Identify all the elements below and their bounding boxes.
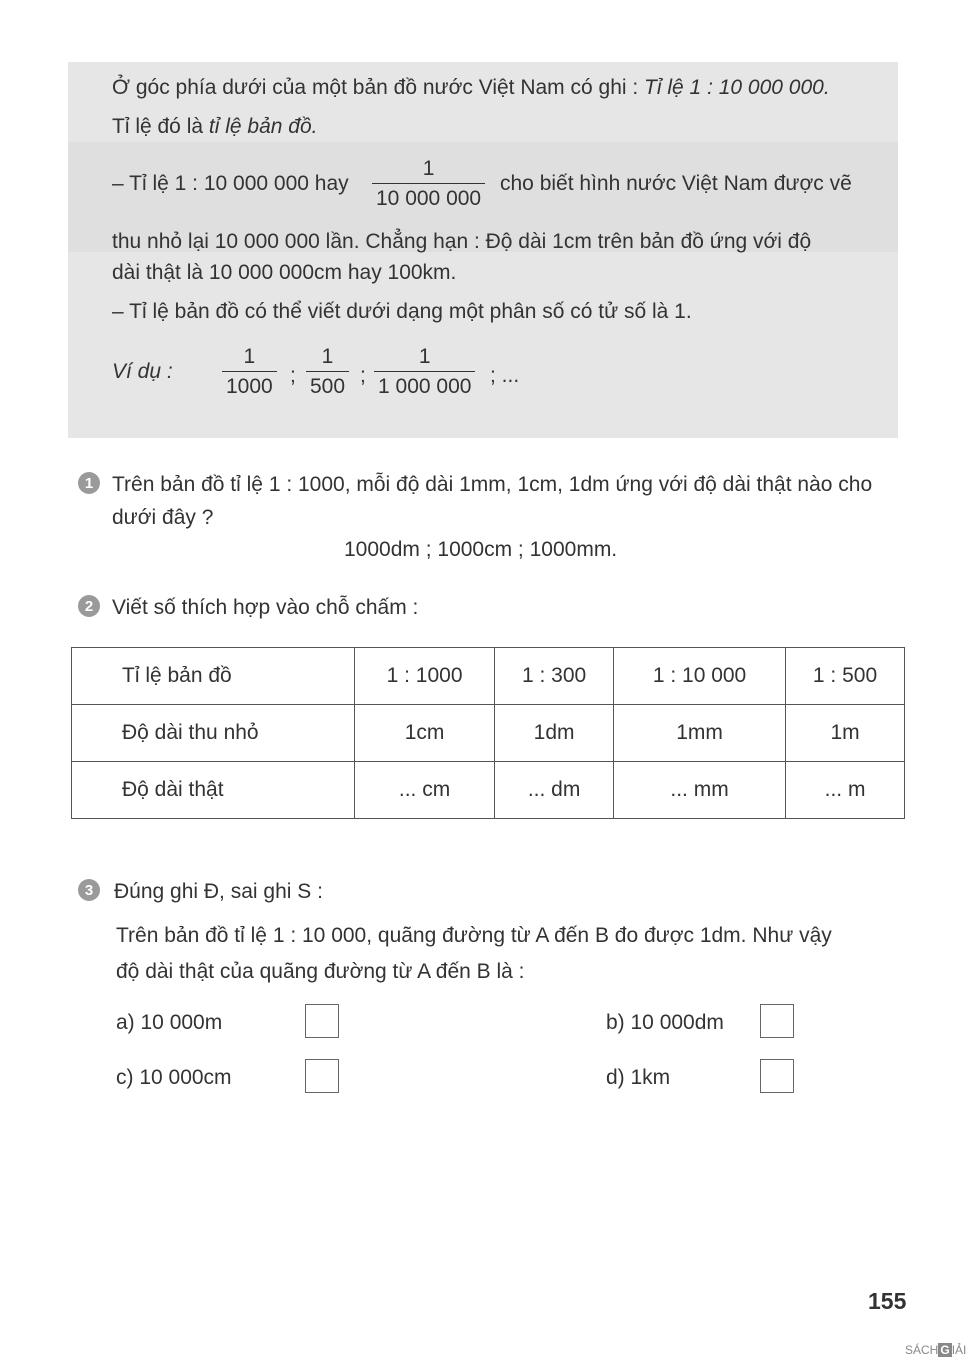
- option-a-checkbox[interactable]: [305, 1004, 339, 1038]
- table-cell: 1mm: [614, 705, 786, 762]
- watermark-logo: SÁCH G IẢI: [905, 1343, 967, 1357]
- page-number: 155: [868, 1288, 907, 1314]
- option-b-checkbox[interactable]: [760, 1004, 794, 1038]
- exercise-2-badge: 2: [78, 595, 100, 617]
- exercise-3-line-2: độ dài thật của quãng đường từ A đến B là :: [116, 960, 525, 983]
- example-separator-1: ;: [290, 364, 296, 387]
- answer-cell[interactable]: ... cm: [355, 762, 495, 819]
- example-fraction-1: $\frac{1}{1000}$: [222, 346, 277, 397]
- exercise-1-badge: 1: [78, 472, 100, 494]
- example-fraction-3: $\frac{1}{1 000 000}$: [374, 346, 475, 397]
- option-b-label: b) 10 000dm: [606, 1011, 724, 1034]
- option-d-label: d) 1km: [606, 1066, 671, 1089]
- scale-table: [71, 647, 905, 819]
- table-cell: 1m: [786, 705, 905, 762]
- example-separator-2: ;: [360, 364, 366, 387]
- table-cell: 1 : 300: [495, 648, 614, 705]
- exercise-2-prompt: Viết số thích hợp vào chỗ chấm :: [112, 596, 419, 619]
- option-c-label: c) 10 000cm: [116, 1066, 232, 1089]
- intro-line-3-after: cho biết hình nước Việt Nam được vẽ: [500, 172, 852, 195]
- intro-line-2: Tỉ lệ đó là tỉ lệ bản đồ.: [112, 115, 318, 138]
- exercise-1-line-1: Trên bản đồ tỉ lệ 1 : 1000, mỗi độ dài 1mm, 1cm, 1dm ứng với độ dài thật nào cho: [112, 473, 873, 496]
- intro-line-1: Ở góc phía dưới của một bản đồ nước Việt Nam có ghi : Tỉ lệ 1 : 10 000 000.: [112, 76, 830, 99]
- exercise-3-badge: 3: [78, 879, 100, 901]
- exercise-1-choices: 1000dm ; 1000cm ; 1000mm.: [344, 538, 618, 561]
- exercise-3-prompt: Đúng ghi Đ, sai ghi S :: [114, 880, 323, 903]
- exercise-3-line-1: Trên bản đồ tỉ lệ 1 : 10 000, quãng đường từ A đến B đo được 1dm. Như vậy: [116, 924, 832, 947]
- table-row: [72, 762, 905, 819]
- example-fraction-2: $\frac{1}{500}$: [306, 346, 349, 397]
- option-c-checkbox[interactable]: [305, 1059, 339, 1093]
- example-tail: ; ...: [490, 364, 520, 387]
- row-header: Độ dài thật: [72, 762, 355, 819]
- intro-line-6: – Tỉ lệ bản đồ có thể viết dưới dạng một phân số có tử số là 1.: [112, 300, 692, 323]
- option-a-label: a) 10 000m: [116, 1011, 223, 1034]
- answer-cell[interactable]: ... mm: [614, 762, 786, 819]
- intro-line-3-before: – Tỉ lệ 1 : 10 000 000 hay: [112, 172, 349, 195]
- row-header: Độ dài thu nhỏ: [72, 705, 355, 762]
- table-cell: 1 : 10 000: [614, 648, 786, 705]
- answer-cell[interactable]: ... m: [786, 762, 905, 819]
- intro-fraction: $\frac{1}{10 000 000}$: [372, 158, 485, 209]
- row-header: Tỉ lệ bản đồ: [72, 648, 355, 705]
- table-cell: 1 : 1000: [355, 648, 495, 705]
- intro-line-4: thu nhỏ lại 10 000 000 lần. Chẳng hạn : Độ dài 1cm trên bản đồ ứng với độ: [112, 230, 812, 253]
- table-cell: 1 : 500: [786, 648, 905, 705]
- table-row: [72, 705, 905, 762]
- table-cell: 1cm: [355, 705, 495, 762]
- example-label: Ví dụ :: [112, 360, 173, 383]
- intro-line-5: dài thật là 10 000 000cm hay 100km.: [112, 261, 457, 284]
- answer-cell[interactable]: ... dm: [495, 762, 614, 819]
- table-row: [72, 648, 905, 705]
- exercise-1-line-2: dưới đây ?: [112, 506, 214, 529]
- table-cell: 1dm: [495, 705, 614, 762]
- option-d-checkbox[interactable]: [760, 1059, 794, 1093]
